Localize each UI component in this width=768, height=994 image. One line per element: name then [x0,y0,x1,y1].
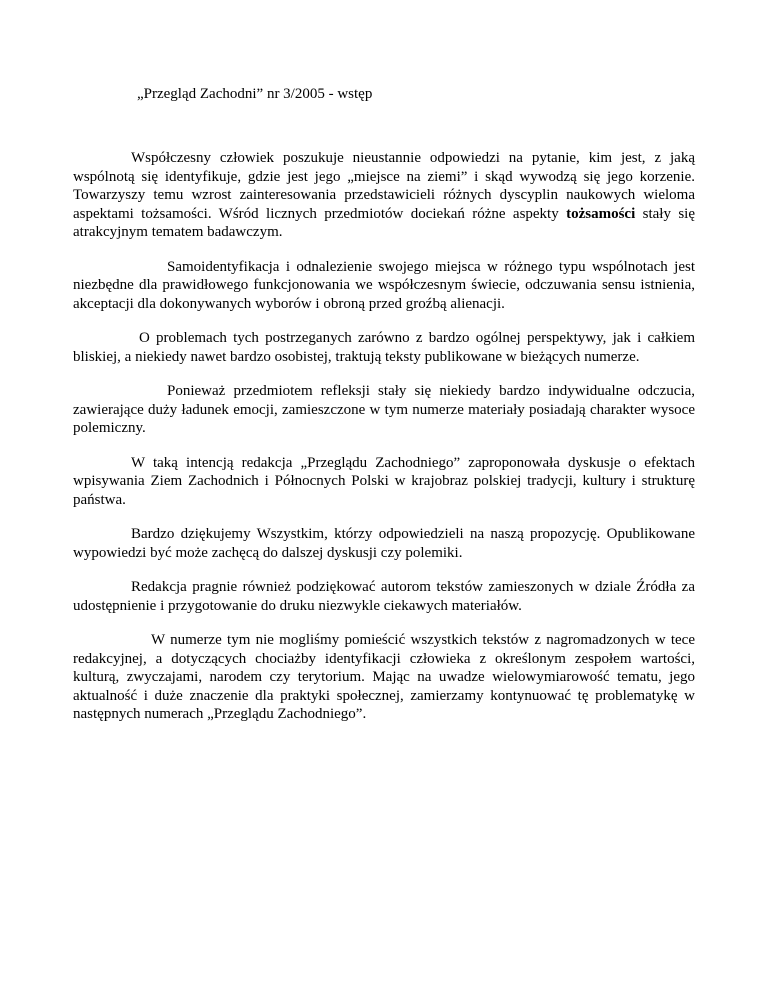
paragraph-6: Bardzo dziękujemy Wszystkim, którzy odpowiedzieli na naszą propozycję. Opublikowane wypowiedzi być może zachęcą do dalszej dyskusji czy polemiki. [73,526,695,561]
paragraph-7: Redakcja pragnie również podziękować autorom tekstów zamieszonych w dziale Źródła za udostępnienie i przygotowanie do druku niezwykle ciekawych materiałów. [73,579,695,614]
paragraph-4: Ponieważ przedmiotem refleksji stały się niekiedy bardzo indywidualne odczucia, zawierające duży ładunek emocji, zamieszczone w tym numerze materiały posiadają charakter wysoce polemiczny. [73,383,695,436]
paragraph-8: W numerze tym nie mogliśmy pomieścić wszystkich tekstów z nagromadzonych w tece redakcyjnej, a dotyczących chociażby identyfikacji człowieka z określonym zespołem wartości, kulturą, zwyczajami, narodem czy terytorium. Mając na uwadze wielowymiarowość tematu, jego aktualność i duże znaczenie dla praktyki społecznej, zamierzamy kontynuować tę problematykę w następnych numerach „Przeglądu Zachodniego”. [73,632,695,722]
paragraph-1-tail: stały się atrakcyjnym tematem badawczym. [73,205,695,240]
paragraph-3: O problemach tych postrzeganych zarówno z bardzo ogólnej perspektywy, jak i całkiem bliskiej, a niekiedy nawet bardzo osobistej, traktują teksty publikowane w bieżących numerze. [73,330,695,365]
paragraph-2: Samoidentyfikacja i odnalezienie swojego miejsca w różnego typu wspólnotach jest niezbędne dla prawidłowego funkcjonowania we współczesnym świecie, odczuwania sensu istnienia, akceptacji dla dokonywanych wyborów i obroną przed groźbą alienacji. [73,258,695,312]
paragraph-1 [73,149,695,242]
paragraph-1-text: Współczesny człowiek poszukuje nieustannie odpowiedzi na pytanie, kim jest, z jaką wspólnotą się identyfikuje, gdzie jest jego „miejsce na ziemi” i skąd wywodzą się jego korzenie. Towarzyszy temu wzrost zainteresowania przedstawicieli różnych dyscyplin naukowych wieloma aspektami tożsamości. Wśród licznych przedmiotów dociekań różne aspekty [73,150,695,222]
document-title: „Przegląd Zachodni” nr 3/2005 - wstęp [137,86,373,102]
paragraph-1-bold-term: tożsamości [566,205,636,222]
document-body [73,149,695,740]
paragraph-5: W taką intencją redakcja „Przeglądu Zachodniego” zaproponowała dyskusje o efektach wpisywania Ziem Zachodnich i Północnych Polski w krajobraz polskiej tradycji, kultury i strukturę państwa. [73,454,695,508]
